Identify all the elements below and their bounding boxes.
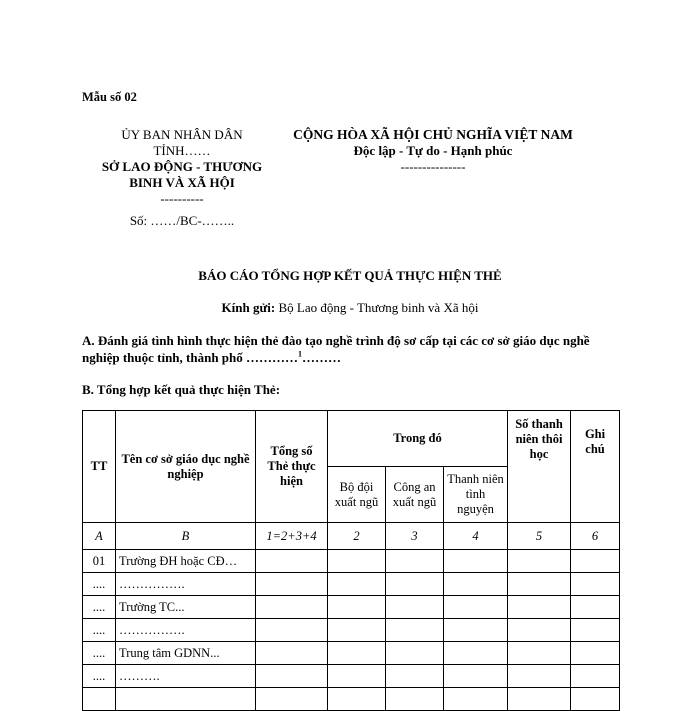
empty-cell: [444, 550, 508, 573]
empty-cell: [571, 573, 620, 596]
empty-cell: [444, 665, 508, 688]
table-row: [83, 596, 620, 619]
authority-line-2: TỈNH……: [153, 143, 211, 158]
institution-name: …………….: [116, 573, 256, 596]
row-number: ....: [83, 596, 116, 619]
empty-cell: [328, 688, 386, 711]
empty-cell: [508, 619, 571, 642]
section-b-heading: B. Tổng hợp kết quả thực hiện Thẻ:: [82, 382, 281, 397]
empty-cell: [444, 642, 508, 665]
empty-cell: [328, 619, 386, 642]
empty-cell: [508, 688, 571, 711]
empty-cell: [328, 573, 386, 596]
index-cell: 2: [328, 523, 386, 550]
recipient-label: Kính gửi:: [221, 300, 276, 315]
index-cell: 4: [444, 523, 508, 550]
empty-cell: [256, 596, 328, 619]
row-number: ....: [83, 619, 116, 642]
index-cell: 6: [571, 523, 620, 550]
index-cell: 3: [386, 523, 444, 550]
header-notes: Ghi chú: [571, 411, 620, 523]
empty-cell: [386, 550, 444, 573]
empty-cell: [444, 596, 508, 619]
form-number: Mẫu số 02: [82, 90, 137, 104]
empty-cell: [571, 596, 620, 619]
column-index-row: [83, 523, 620, 550]
empty-cell: [508, 665, 571, 688]
doc-number: Số: ……/BC-……..: [129, 213, 235, 228]
row-number: 01: [83, 550, 116, 573]
index-cell: A: [83, 523, 116, 550]
authority-line-1: ỦY BAN NHÂN DÂN: [121, 127, 243, 142]
results-table: [82, 410, 620, 711]
table-row: [83, 665, 620, 688]
empty-cell: [571, 642, 620, 665]
row-number: ....: [83, 573, 116, 596]
header-youth-volunteers: Thanh niên tình nguyện: [444, 467, 508, 523]
empty-cell: [571, 665, 620, 688]
row-number: ....: [83, 665, 116, 688]
empty-cell: [386, 573, 444, 596]
row-number: ....: [83, 642, 116, 665]
empty-cell: [328, 596, 386, 619]
empty-cell: [328, 665, 386, 688]
index-cell: 5: [508, 523, 571, 550]
empty-cell: [571, 550, 620, 573]
empty-cell: [256, 642, 328, 665]
section-a-text: A. Đánh giá tình hình thực hiện thẻ đào tạo nghề trình độ sơ cấp tại các cơ sở giáo dục nghề nghiệp thuộc tỉnh, thành phố …………: [82, 333, 590, 365]
empty-cell: [386, 596, 444, 619]
recipient-value: Bộ Lao động - Thương binh và Xã hội: [278, 300, 479, 315]
table-row: [83, 573, 620, 596]
institution-name: [116, 688, 256, 711]
empty-cell: [444, 688, 508, 711]
header-breakdown-group: Trong đó: [328, 411, 508, 467]
empty-cell: [571, 619, 620, 642]
empty-cell: [508, 642, 571, 665]
section-a-heading: [82, 332, 622, 366]
footnote-marker: 1: [298, 349, 303, 359]
authority-line-3: SỞ LAO ĐỘNG - THƯƠNG: [101, 159, 263, 174]
national-motto-header: [282, 127, 584, 175]
institution-name: Trường ĐH hoặc CĐ…: [116, 550, 256, 573]
empty-cell: [444, 573, 508, 596]
empty-cell: [328, 642, 386, 665]
header-total-cards: Tổng số Thẻ thực hiện: [256, 411, 328, 523]
institution-name: Trung tâm GDNN...: [116, 642, 256, 665]
table-row: [83, 550, 620, 573]
row-number: [83, 688, 116, 711]
empty-cell: [328, 550, 386, 573]
motto-divider: ---------------: [400, 159, 466, 174]
empty-cell: [386, 665, 444, 688]
header-tt: TT: [83, 411, 116, 523]
header-demobilized-soldiers: Bộ đội xuất ngũ: [328, 467, 386, 523]
recipient-line: [0, 300, 700, 316]
section-a-tail: ………: [302, 350, 342, 365]
empty-cell: [508, 550, 571, 573]
report-title: BÁO CÁO TỔNG HỢP KẾT QUẢ THỰC HIỆN THẺ: [198, 268, 502, 283]
empty-cell: [256, 573, 328, 596]
institution-name: …………….: [116, 619, 256, 642]
empty-cell: [256, 688, 328, 711]
authority-line-4: BINH VÀ XÃ HỘI: [129, 175, 235, 190]
header-institution-name: Tên cơ sở giáo dục nghề nghiệp: [116, 411, 256, 523]
empty-cell: [386, 688, 444, 711]
table-row: [83, 619, 620, 642]
motto: Độc lập - Tự do - Hạnh phúc: [353, 143, 513, 158]
empty-cell: [386, 642, 444, 665]
index-cell: 1=2+3+4: [256, 523, 328, 550]
empty-cell: [256, 619, 328, 642]
empty-cell: [256, 550, 328, 573]
authority-divider: ----------: [160, 191, 204, 206]
country-name: CỘNG HÒA XÃ HỘI CHỦ NGHĨA VIỆT NAM: [293, 127, 573, 142]
empty-cell: [508, 573, 571, 596]
header-demobilized-police: Công an xuất ngũ: [386, 467, 444, 523]
empty-cell: [386, 619, 444, 642]
empty-cell: [571, 688, 620, 711]
institution-name: ……….: [116, 665, 256, 688]
header-dropouts: Số thanh niên thôi học: [508, 411, 571, 523]
institution-name: Trường TC...: [116, 596, 256, 619]
issuing-authority-header: [78, 127, 286, 229]
table-row: [83, 688, 620, 711]
empty-cell: [444, 619, 508, 642]
table-row: [83, 642, 620, 665]
index-cell: B: [116, 523, 256, 550]
empty-cell: [508, 596, 571, 619]
empty-cell: [256, 665, 328, 688]
